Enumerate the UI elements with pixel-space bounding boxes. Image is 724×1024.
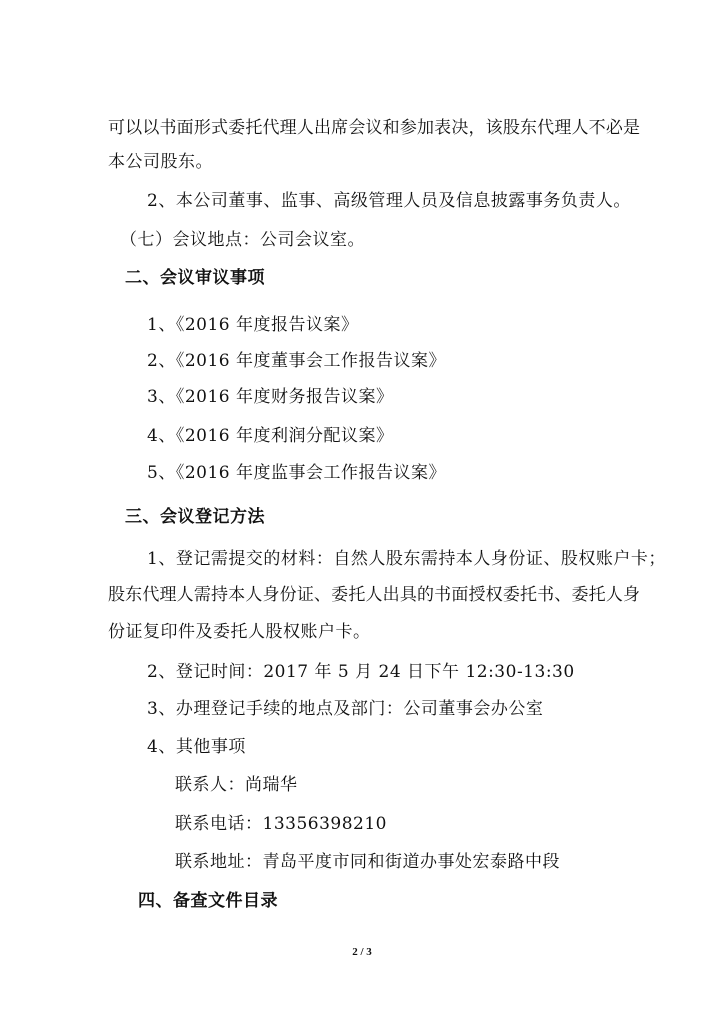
body-text-line: （七）会议地点：公司会议室。 xyxy=(120,230,365,250)
page-number: 2 / 3 xyxy=(352,946,372,958)
section-heading: 二、会议审议事项 xyxy=(125,268,265,288)
section-heading: 三、会议登记方法 xyxy=(125,507,265,527)
list-item: 4、《2016 年度利润分配议案》 xyxy=(147,426,394,446)
body-text-line: 股东代理人需持本人身份证、委托人出具的书面授权委托书、委托人身 xyxy=(108,585,640,605)
section-heading: 四、备查文件目录 xyxy=(138,891,278,911)
body-text-line: 4、其他事项 xyxy=(147,737,246,757)
body-text-line: 2、登记时间：2017 年 5 月 24 日下午 12:30-13:30 xyxy=(147,662,575,682)
body-text-line: 2、本公司董事、监事、高级管理人员及信息披露事务负责人。 xyxy=(147,191,631,211)
list-item: 1、《2016 年度报告议案》 xyxy=(147,315,359,335)
list-item: 3、《2016 年度财务报告议案》 xyxy=(147,387,394,407)
list-item: 5、《2016 年度监事会工作报告议案》 xyxy=(147,463,446,483)
body-text-line: 本公司股东。 xyxy=(108,152,213,172)
contact-address: 联系地址：青岛平度市同和街道办事处宏泰路中段 xyxy=(175,852,560,872)
contact-phone: 联系电话：13356398210 xyxy=(175,814,387,834)
body-text-line: 可以以书面形式委托代理人出席会议和参加表决，该股东代理人不必是 xyxy=(108,118,640,138)
body-text-line: 3、办理登记手续的地点及部门：公司董事会办公室 xyxy=(147,699,544,719)
list-item: 2、《2016 年度董事会工作报告议案》 xyxy=(147,351,446,371)
body-text-line: 1、登记需提交的材料：自然人股东需持本人身份证、股权账户卡； xyxy=(147,549,666,569)
body-text-line: 份证复印件及委托人股权账户卡。 xyxy=(108,622,371,642)
contact-person: 联系人：尚瑞华 xyxy=(175,775,298,795)
